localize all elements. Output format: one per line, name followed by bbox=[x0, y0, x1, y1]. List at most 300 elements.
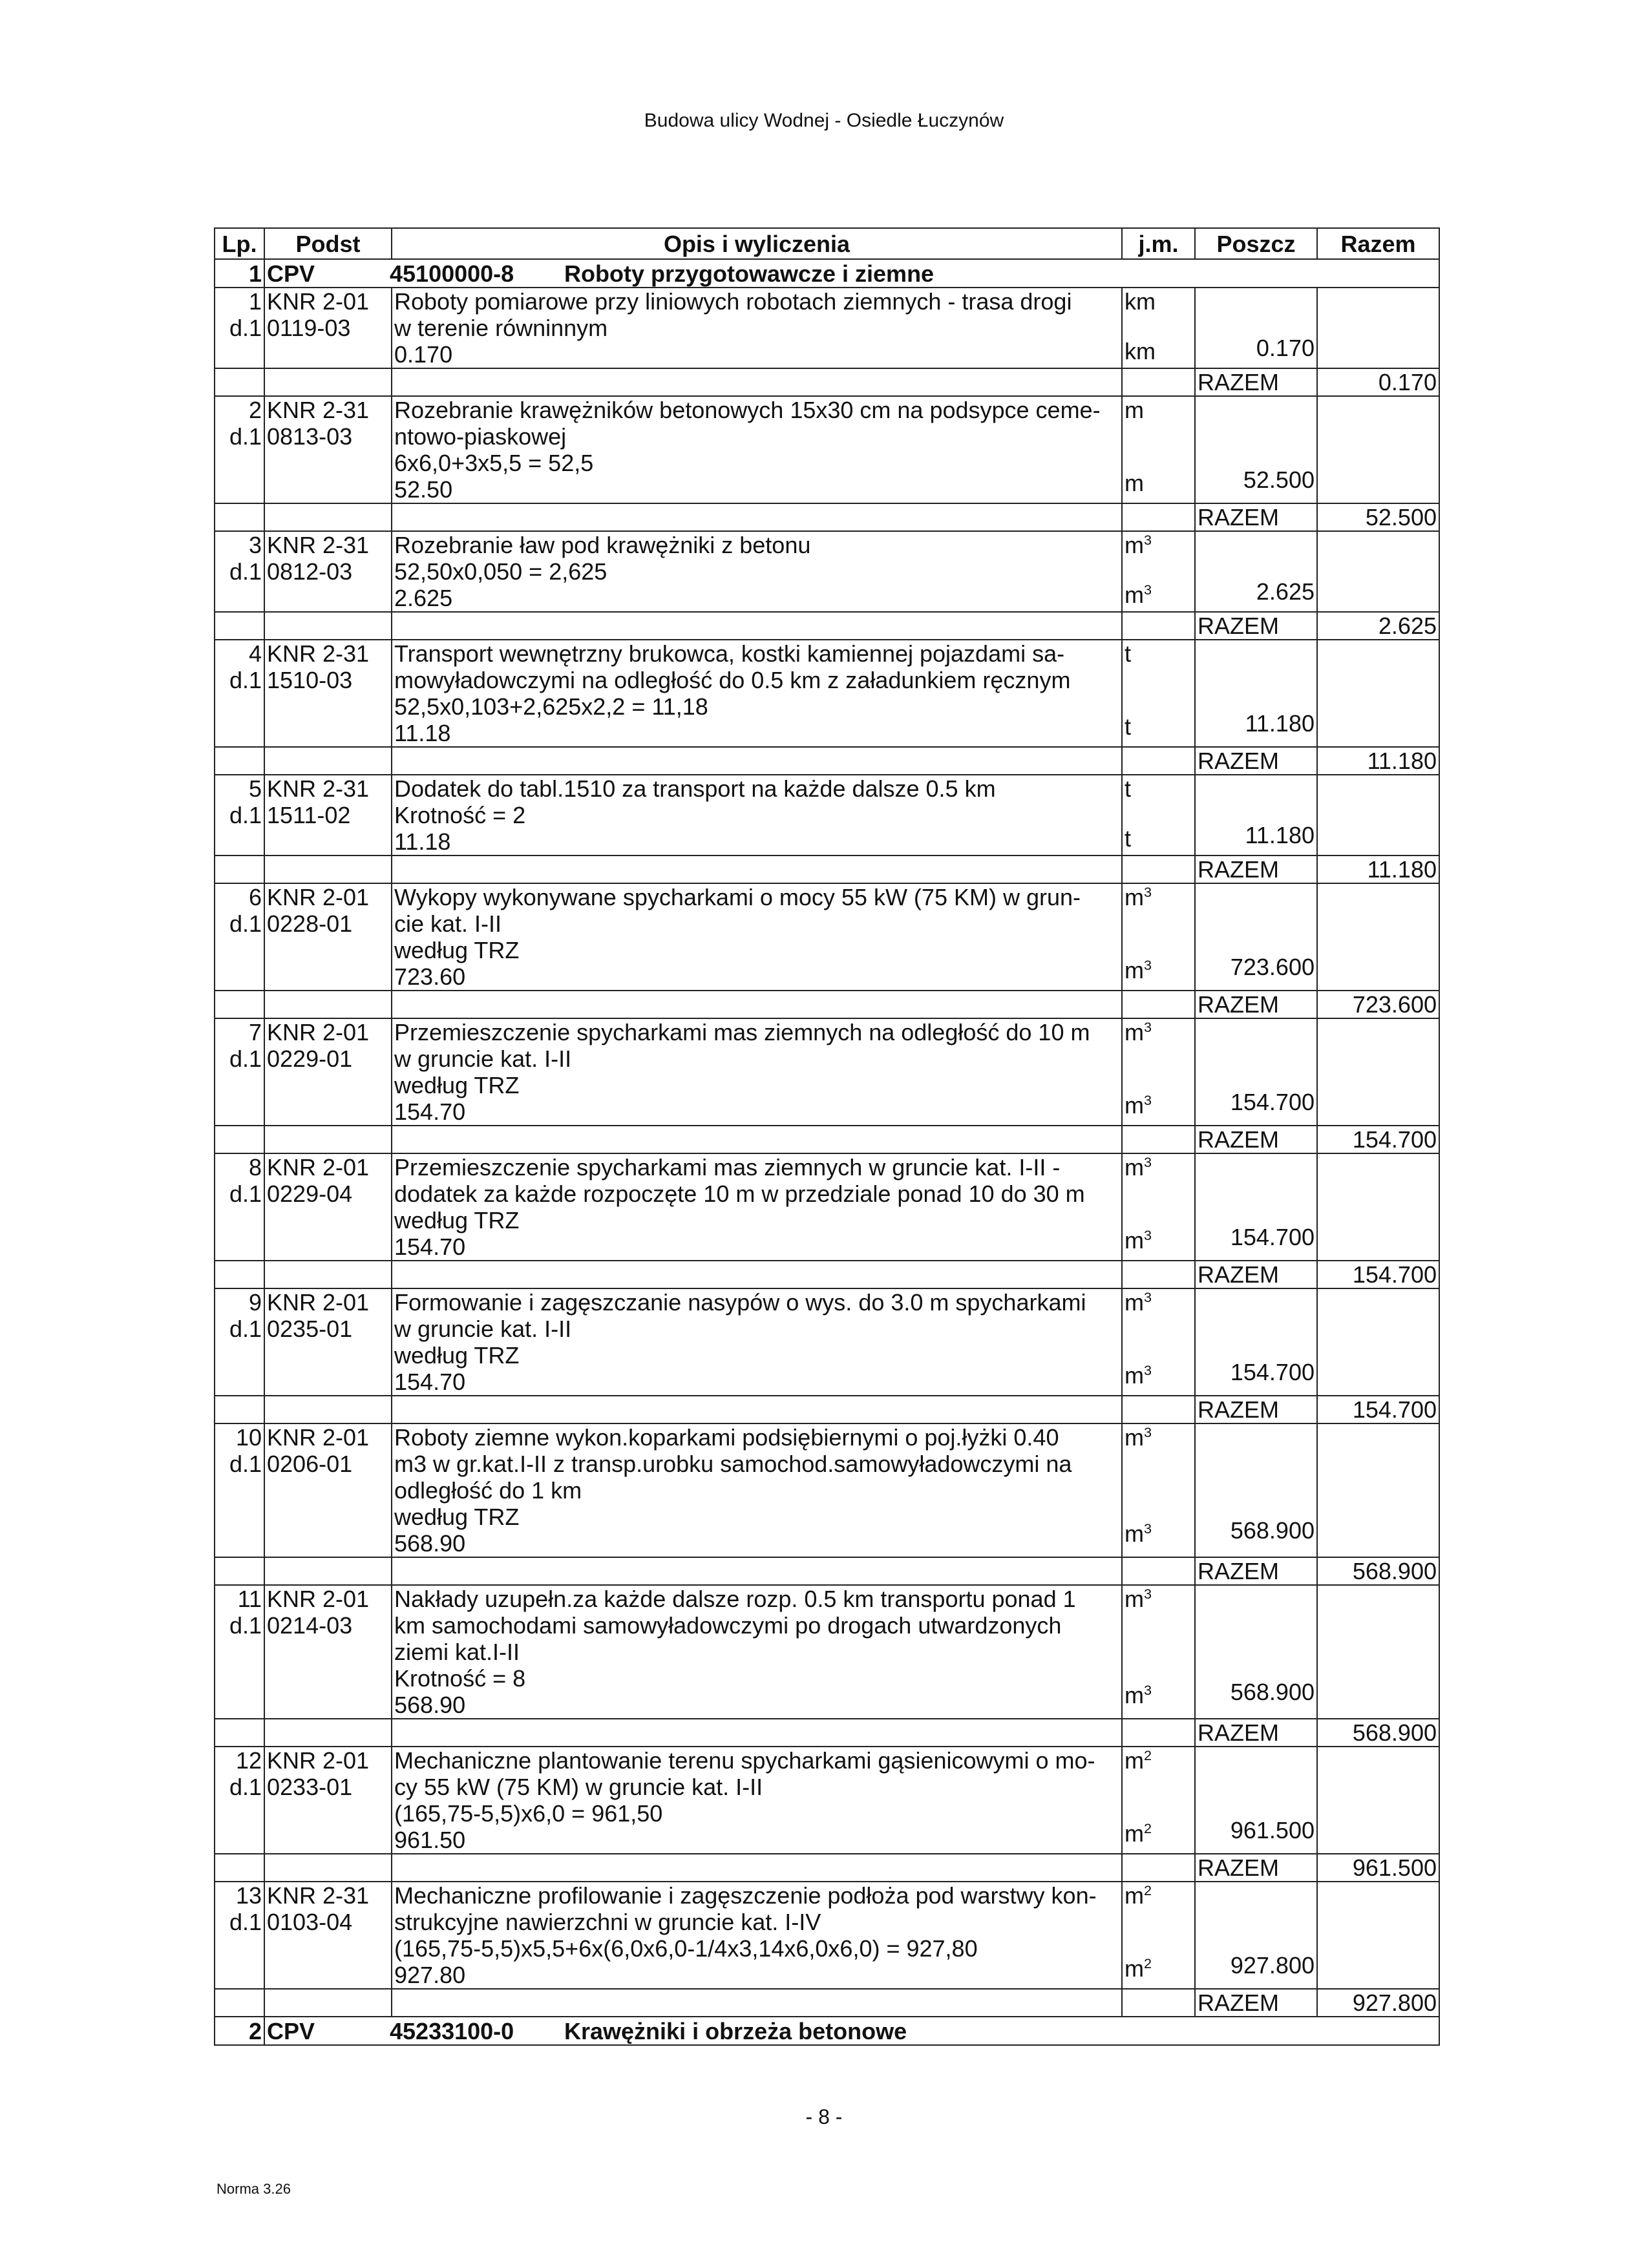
column-header-jm: j.m. bbox=[1122, 228, 1195, 259]
razem-empty-cell bbox=[392, 368, 1122, 396]
item-description-line: mowyładowczymi na odległość do 0.5 km z załadunkiem ręcznym bbox=[394, 667, 1071, 693]
document-header-title: Budowa ulicy Wodnej - Osiedle Łuczynów bbox=[644, 110, 1004, 131]
item-poszcz-value: 723.600 bbox=[1230, 954, 1315, 980]
unit-exponent: 3 bbox=[1144, 1227, 1152, 1243]
poszcz-spacer bbox=[1198, 1177, 1315, 1201]
item-quantity: 11.18 bbox=[394, 720, 451, 746]
item-calculation-line: według TRZ bbox=[394, 1342, 520, 1369]
item-description-line: strukcyjne nawierzchni w gruncie kat. I-IV bbox=[394, 1909, 821, 1935]
item-poszcz-cell bbox=[1195, 1423, 1317, 1557]
unit-spacer bbox=[1125, 1612, 1192, 1635]
poszcz-spacer bbox=[1198, 1632, 1315, 1655]
item-description-line: cie kat. I-II bbox=[394, 910, 502, 937]
unit-text: m bbox=[1125, 1424, 1144, 1451]
item-podst-cell bbox=[264, 1153, 392, 1261]
table-header-row bbox=[215, 228, 1439, 259]
item-lp-number: 11 bbox=[237, 1586, 262, 1612]
unit-spacer bbox=[1125, 802, 1192, 825]
section-title-cell bbox=[264, 2017, 1439, 2045]
razem-label: RAZEM bbox=[1195, 1989, 1317, 2017]
item-quantity: 723.60 bbox=[394, 963, 466, 990]
item-unit bbox=[1125, 775, 1192, 802]
razem-empty-cell bbox=[392, 856, 1122, 883]
item-podst-cell bbox=[264, 883, 392, 991]
razem-empty-cell bbox=[264, 612, 392, 640]
item-lp-number: 10 bbox=[235, 1424, 262, 1451]
poszcz-spacer bbox=[1198, 1066, 1315, 1089]
item-description-cell bbox=[392, 640, 1122, 747]
item-lp-sub: d.1 bbox=[229, 1045, 262, 1072]
unit-text: m bbox=[1125, 1682, 1144, 1708]
poszcz-spacer bbox=[1198, 397, 1315, 420]
item-podst-line: 0228-01 bbox=[267, 910, 353, 937]
item-poszcz-cell bbox=[1195, 1882, 1317, 1989]
column-header-poszcz: Poszcz bbox=[1195, 228, 1317, 259]
item-lp-sub: d.1 bbox=[229, 1181, 262, 1207]
razem-row bbox=[215, 1126, 1439, 1153]
razem-empty-cell bbox=[264, 368, 392, 396]
razem-empty-cell bbox=[215, 612, 264, 640]
item-lp-cell bbox=[215, 1153, 264, 1261]
column-header-razem: Razem bbox=[1317, 228, 1439, 259]
razem-empty-cell bbox=[215, 856, 264, 883]
item-lp-number: 1 bbox=[248, 288, 262, 315]
razem-empty-cell bbox=[215, 991, 264, 1018]
item-calculation-line: Krotność = 2 bbox=[394, 802, 526, 828]
unit-exponent: 2 bbox=[1144, 1882, 1152, 1898]
table-row bbox=[215, 531, 1439, 612]
item-podst-line: KNR 2-01 bbox=[267, 1586, 370, 1612]
razem-empty-cell bbox=[264, 991, 392, 1018]
item-podst-line: 0233-01 bbox=[267, 1774, 353, 1800]
poszcz-spacer bbox=[1198, 288, 1315, 311]
razem-empty-cell bbox=[1122, 1557, 1195, 1585]
poszcz-spacer bbox=[1198, 907, 1315, 930]
item-poszcz-cell bbox=[1195, 1585, 1317, 1719]
item-lp-number: 4 bbox=[248, 640, 262, 667]
razem-empty-cell bbox=[215, 747, 264, 775]
unit-spacer bbox=[1125, 667, 1192, 690]
item-description-line: km samochodami samowyładowczymi po drogach utwardzonych bbox=[394, 1612, 1062, 1639]
unit-exponent: 3 bbox=[1144, 884, 1152, 900]
unit-exponent: 3 bbox=[1144, 1092, 1152, 1108]
cost-estimate-table bbox=[214, 227, 1440, 2046]
item-poszcz-cell bbox=[1195, 775, 1317, 856]
unit-exponent: 3 bbox=[1144, 957, 1152, 973]
unit-spacer bbox=[1125, 423, 1192, 446]
item-unit bbox=[1125, 713, 1192, 740]
table-row bbox=[215, 1585, 1439, 1719]
item-poszcz-value: 52.500 bbox=[1243, 467, 1315, 493]
poszcz-spacer bbox=[1198, 687, 1315, 710]
razem-empty-cell bbox=[264, 1854, 392, 1882]
item-poszcz-value: 154.700 bbox=[1230, 1224, 1315, 1250]
unit-exponent: 2 bbox=[1144, 1955, 1152, 1971]
item-description-line: Mechaniczne plantowanie terenu spycharkami gąsienicowymi o mo- bbox=[394, 1747, 1095, 1774]
item-unit-cell bbox=[1122, 1747, 1195, 1854]
item-description-line: Wykopy wykonywane spycharkami o mocy 55 kW (75 KM) w grun- bbox=[394, 884, 1081, 910]
item-podst-line: KNR 2-31 bbox=[267, 532, 370, 558]
item-lp-cell bbox=[215, 1018, 264, 1126]
item-quantity: 568.90 bbox=[394, 1530, 466, 1557]
item-podst-line: 0214-03 bbox=[267, 1612, 353, 1639]
item-razem-cell bbox=[1317, 288, 1439, 368]
item-description-line: odległość do 1 km bbox=[394, 1477, 582, 1504]
razem-value: 723.600 bbox=[1317, 991, 1439, 1018]
page-number: - 8 - bbox=[805, 2105, 843, 2128]
poszcz-spacer bbox=[1198, 1494, 1315, 1517]
unit-text: m bbox=[1125, 1362, 1144, 1389]
razem-empty-cell bbox=[1122, 612, 1195, 640]
item-quantity: 927.80 bbox=[394, 1962, 466, 1988]
razem-value: 154.700 bbox=[1317, 1126, 1439, 1153]
unit-text: t bbox=[1125, 825, 1132, 852]
item-unit bbox=[1125, 1747, 1192, 1774]
item-lp-sub: d.1 bbox=[229, 423, 262, 450]
item-poszcz-value: 154.700 bbox=[1230, 1359, 1315, 1385]
item-podst-cell bbox=[264, 531, 392, 612]
item-lp-number: 3 bbox=[248, 532, 262, 558]
poszcz-spacer bbox=[1198, 1336, 1315, 1359]
unit-text: m bbox=[1125, 1019, 1144, 1045]
item-poszcz-cell bbox=[1195, 1288, 1317, 1396]
unit-spacer bbox=[1125, 1045, 1192, 1069]
razem-empty-cell bbox=[392, 612, 1122, 640]
section-title: Roboty przygotowawcze i ziemne bbox=[564, 260, 935, 287]
item-description-line: Roboty pomiarowe przy liniowych robotach ziemnych - trasa drogi bbox=[394, 288, 1072, 315]
item-podst-cell bbox=[264, 1288, 392, 1396]
poszcz-spacer bbox=[1198, 930, 1315, 954]
item-unit-cell bbox=[1122, 1018, 1195, 1126]
unit-exponent: 3 bbox=[1144, 1019, 1152, 1035]
item-unit bbox=[1125, 470, 1192, 496]
item-lp-sub: d.1 bbox=[229, 802, 262, 828]
razem-empty-cell bbox=[215, 1719, 264, 1747]
table-row bbox=[215, 1747, 1439, 1854]
item-razem-cell bbox=[1317, 1585, 1439, 1719]
razem-row bbox=[215, 1989, 1439, 2017]
item-razem-cell bbox=[1317, 640, 1439, 747]
item-lp-sub: d.1 bbox=[229, 1909, 262, 1935]
unit-spacer bbox=[1125, 910, 1192, 934]
poszcz-spacer bbox=[1198, 1906, 1315, 1929]
item-unit bbox=[1125, 1154, 1192, 1181]
razem-label: RAZEM bbox=[1195, 503, 1317, 531]
section-number: 1 bbox=[215, 259, 264, 288]
item-description-line: ziemi kat.I-II bbox=[394, 1639, 520, 1665]
razem-empty-cell bbox=[1122, 1396, 1195, 1423]
poszcz-spacer bbox=[1198, 1882, 1315, 1906]
section-cpv-code: 45233100-0 bbox=[390, 2017, 514, 2044]
item-unit bbox=[1125, 1820, 1192, 1847]
item-description-cell bbox=[392, 1585, 1122, 1719]
item-podst-line: KNR 2-01 bbox=[267, 1019, 370, 1045]
razem-empty-cell bbox=[264, 503, 392, 531]
item-podst-line: 0206-01 bbox=[267, 1451, 353, 1477]
poszcz-spacer bbox=[1198, 1770, 1315, 1794]
poszcz-spacer bbox=[1198, 1447, 1315, 1471]
column-header-podst: Podst bbox=[264, 228, 392, 259]
unit-exponent: 3 bbox=[1144, 1424, 1152, 1440]
item-quantity: 154.70 bbox=[394, 1234, 466, 1260]
item-description-line: Przemieszczenie spycharkami mas ziemnych na odległość do 10 m bbox=[394, 1019, 1090, 1045]
razem-empty-cell bbox=[392, 1719, 1122, 1747]
unit-spacer bbox=[1125, 1635, 1192, 1659]
item-lp-number: 7 bbox=[248, 1019, 262, 1045]
item-description-cell bbox=[392, 883, 1122, 991]
poszcz-spacer bbox=[1198, 1312, 1315, 1336]
item-unit bbox=[1125, 640, 1192, 667]
item-description-line: Formowanie i zagęszczanie nasypów o wys. do 3.0 m spycharkami bbox=[394, 1289, 1086, 1316]
item-unit bbox=[1125, 1227, 1192, 1254]
item-podst-line: 0229-04 bbox=[267, 1181, 353, 1207]
razem-empty-cell bbox=[1122, 991, 1195, 1018]
item-podst-line: KNR 2-01 bbox=[267, 1424, 370, 1451]
section-cpv-code: 45100000-8 bbox=[390, 260, 514, 287]
item-lp-number: 6 bbox=[248, 884, 262, 910]
razem-row bbox=[215, 612, 1439, 640]
razem-value: 927.800 bbox=[1317, 1989, 1439, 2017]
table-row bbox=[215, 640, 1439, 747]
unit-spacer bbox=[1125, 1069, 1192, 1092]
razem-empty-cell bbox=[1122, 1261, 1195, 1288]
poszcz-spacer bbox=[1198, 1154, 1315, 1177]
razem-empty-cell bbox=[392, 503, 1122, 531]
item-description-line: Przemieszczenie spycharkami mas ziemnych w gruncie kat. I-II - bbox=[394, 1154, 1061, 1181]
item-unit-cell bbox=[1122, 1288, 1195, 1396]
item-podst-cell bbox=[264, 396, 392, 503]
item-podst-line: 0813-03 bbox=[267, 423, 353, 450]
item-unit bbox=[1125, 825, 1192, 852]
item-lp-sub: d.1 bbox=[229, 1316, 262, 1342]
item-description-cell bbox=[392, 288, 1122, 368]
unit-text: km bbox=[1125, 338, 1156, 364]
unit-spacer bbox=[1125, 446, 1192, 470]
item-description-line: Nakłady uzupełn.za każde dalsze rozp. 0.5 km transportu ponad 1 bbox=[394, 1586, 1076, 1612]
razem-empty-cell bbox=[215, 1261, 264, 1288]
item-unit bbox=[1125, 1289, 1192, 1316]
item-poszcz-value: 568.900 bbox=[1230, 1679, 1315, 1705]
item-poszcz-cell bbox=[1195, 1018, 1317, 1126]
item-podst-line: 0119-03 bbox=[267, 315, 351, 341]
section-cpv-label: CPV bbox=[267, 260, 315, 287]
razem-empty-cell bbox=[215, 1989, 264, 2017]
item-lp-sub: d.1 bbox=[229, 1774, 262, 1800]
poszcz-spacer bbox=[1198, 640, 1315, 664]
item-calculation-line: Krotność = 8 bbox=[394, 1665, 526, 1692]
table-row bbox=[215, 1882, 1439, 1989]
item-razem-cell bbox=[1317, 1747, 1439, 1854]
razem-empty-cell bbox=[1122, 856, 1195, 883]
item-unit bbox=[1125, 1586, 1192, 1612]
item-lp-sub: d.1 bbox=[229, 667, 262, 693]
unit-spacer bbox=[1125, 1497, 1192, 1520]
unit-text: t bbox=[1125, 775, 1132, 802]
item-quantity: 11.18 bbox=[394, 828, 451, 855]
item-lp-cell bbox=[215, 640, 264, 747]
section-row bbox=[215, 259, 1439, 288]
item-unit-cell bbox=[1122, 396, 1195, 503]
razem-row bbox=[215, 1719, 1439, 1747]
item-razem-cell bbox=[1317, 1018, 1439, 1126]
poszcz-spacer bbox=[1198, 420, 1315, 443]
item-podst-line: KNR 2-01 bbox=[267, 288, 370, 315]
unit-spacer bbox=[1125, 1339, 1192, 1362]
item-lp-cell bbox=[215, 396, 264, 503]
unit-text: m bbox=[1125, 1820, 1144, 1847]
item-razem-cell bbox=[1317, 775, 1439, 856]
poszcz-spacer bbox=[1198, 532, 1315, 555]
item-unit-cell bbox=[1122, 1153, 1195, 1261]
item-poszcz-value: 927.800 bbox=[1230, 1952, 1315, 1979]
item-lp-sub: d.1 bbox=[229, 1612, 262, 1639]
item-description-line: Rozebranie krawężników betonowych 15x30 cm na podsypce ceme- bbox=[394, 397, 1101, 423]
poszcz-spacer bbox=[1198, 1289, 1315, 1312]
item-unit bbox=[1125, 582, 1192, 608]
item-description-cell bbox=[392, 396, 1122, 503]
item-podst-cell bbox=[264, 1882, 392, 1989]
column-header-lp: Lp. bbox=[215, 228, 264, 259]
item-calculation-line: (165,75-5,5)x6,0 = 961,50 bbox=[394, 1800, 663, 1827]
razem-label: RAZEM bbox=[1195, 612, 1317, 640]
unit-exponent: 2 bbox=[1144, 1820, 1152, 1836]
poszcz-spacer bbox=[1198, 1042, 1315, 1066]
item-poszcz-value: 11.180 bbox=[1245, 822, 1315, 848]
razem-row bbox=[215, 1557, 1439, 1585]
poszcz-spacer bbox=[1198, 1794, 1315, 1817]
item-lp-cell bbox=[215, 1423, 264, 1557]
razem-empty-cell bbox=[392, 1557, 1122, 1585]
unit-text: m bbox=[1125, 1747, 1144, 1774]
razem-empty-cell bbox=[264, 1261, 392, 1288]
poszcz-spacer bbox=[1198, 1586, 1315, 1609]
razem-empty-cell bbox=[215, 368, 264, 396]
item-description-cell bbox=[392, 1747, 1122, 1854]
unit-text: m bbox=[1125, 1955, 1144, 1982]
razem-label: RAZEM bbox=[1195, 747, 1317, 775]
item-podst-line: KNR 2-31 bbox=[267, 640, 370, 667]
item-lp-number: 13 bbox=[235, 1882, 262, 1909]
unit-spacer bbox=[1125, 1474, 1192, 1497]
razem-empty-cell bbox=[215, 503, 264, 531]
item-unit-cell bbox=[1122, 640, 1195, 747]
item-description-cell bbox=[392, 1288, 1122, 1396]
item-unit bbox=[1125, 1520, 1192, 1547]
unit-spacer bbox=[1125, 1909, 1192, 1932]
razem-empty-cell bbox=[392, 1261, 1122, 1288]
unit-exponent: 3 bbox=[1144, 1520, 1152, 1537]
unit-spacer bbox=[1125, 1316, 1192, 1339]
item-podst-cell bbox=[264, 640, 392, 747]
table-row bbox=[215, 775, 1439, 856]
section-cpv-label: CPV bbox=[267, 2017, 315, 2044]
item-lp-cell bbox=[215, 288, 264, 368]
unit-text: m bbox=[1125, 532, 1144, 558]
razem-empty-cell bbox=[264, 1396, 392, 1423]
razem-row bbox=[215, 1854, 1439, 1882]
unit-spacer bbox=[1125, 1181, 1192, 1204]
unit-spacer bbox=[1125, 1774, 1192, 1797]
item-description-line: Dodatek do tabl.1510 za transport na każde dalsze 0.5 km bbox=[394, 775, 996, 802]
unit-text: m bbox=[1125, 884, 1144, 910]
item-calculation-line: 52,50x0,050 = 2,625 bbox=[394, 558, 607, 585]
item-unit bbox=[1125, 397, 1192, 423]
razem-value: 11.180 bbox=[1317, 856, 1439, 883]
item-poszcz-value: 568.900 bbox=[1230, 1517, 1315, 1544]
item-podst-line: KNR 2-01 bbox=[267, 1154, 370, 1181]
unit-text: m bbox=[1125, 397, 1144, 423]
razem-empty-cell bbox=[215, 1557, 264, 1585]
razem-row bbox=[215, 503, 1439, 531]
item-lp-sub: d.1 bbox=[229, 315, 262, 341]
item-poszcz-value: 0.170 bbox=[1256, 335, 1315, 361]
item-unit bbox=[1125, 1424, 1192, 1451]
unit-exponent: 3 bbox=[1144, 1586, 1152, 1602]
razem-empty-cell bbox=[264, 1989, 392, 2017]
item-podst-line: 0235-01 bbox=[267, 1316, 353, 1342]
poszcz-spacer bbox=[1198, 1655, 1315, 1679]
item-lp-number: 12 bbox=[235, 1747, 262, 1774]
razem-value: 0.170 bbox=[1317, 368, 1439, 396]
razem-value: 568.900 bbox=[1317, 1557, 1439, 1585]
razem-value: 52.500 bbox=[1317, 503, 1439, 531]
item-podst-line: KNR 2-01 bbox=[267, 1747, 370, 1774]
unit-spacer bbox=[1125, 690, 1192, 713]
unit-text: m bbox=[1125, 1092, 1144, 1118]
unit-text: m bbox=[1125, 1882, 1144, 1909]
poszcz-spacer bbox=[1198, 1929, 1315, 1952]
item-description-line: m3 w gr.kat.I-II z transp.urobku samochod.samowyładowczymi na bbox=[394, 1451, 1072, 1477]
razem-empty-cell bbox=[392, 1854, 1122, 1882]
item-calculation-line: według TRZ bbox=[394, 1072, 520, 1098]
item-poszcz-value: 961.500 bbox=[1230, 1817, 1315, 1843]
razem-empty-cell bbox=[264, 1126, 392, 1153]
unit-exponent: 3 bbox=[1144, 1362, 1152, 1378]
unit-text: m bbox=[1125, 957, 1144, 983]
unit-spacer bbox=[1125, 934, 1192, 957]
item-lp-cell bbox=[215, 1747, 264, 1854]
table-row bbox=[215, 1153, 1439, 1261]
item-razem-cell bbox=[1317, 883, 1439, 991]
item-quantity: 2.625 bbox=[394, 585, 453, 611]
item-description-cell bbox=[392, 1882, 1122, 1989]
item-lp-cell bbox=[215, 1585, 264, 1719]
item-calculation-line: 6x6,0+3x5,5 = 52,5 bbox=[394, 450, 594, 476]
item-quantity: 0.170 bbox=[394, 341, 453, 368]
item-calculation-line: według TRZ bbox=[394, 1207, 520, 1234]
item-quantity: 52.50 bbox=[394, 476, 453, 503]
item-lp-sub: d.1 bbox=[229, 910, 262, 937]
razem-value: 154.700 bbox=[1317, 1261, 1439, 1288]
item-razem-cell bbox=[1317, 1288, 1439, 1396]
item-lp-number: 2 bbox=[248, 397, 262, 423]
item-unit-cell bbox=[1122, 775, 1195, 856]
item-unit bbox=[1125, 1362, 1192, 1389]
item-poszcz-value: 154.700 bbox=[1230, 1089, 1315, 1115]
item-quantity: 154.70 bbox=[394, 1369, 466, 1395]
razem-row bbox=[215, 1396, 1439, 1423]
razem-row bbox=[215, 1261, 1439, 1288]
item-quantity: 568.90 bbox=[394, 1692, 466, 1718]
item-razem-cell bbox=[1317, 396, 1439, 503]
item-podst-line: KNR 2-01 bbox=[267, 1289, 370, 1316]
table-row bbox=[215, 883, 1439, 991]
poszcz-spacer bbox=[1198, 1019, 1315, 1042]
item-lp-number: 5 bbox=[248, 775, 262, 802]
item-description-cell bbox=[392, 1018, 1122, 1126]
item-description-cell bbox=[392, 531, 1122, 612]
razem-empty-cell bbox=[215, 1396, 264, 1423]
